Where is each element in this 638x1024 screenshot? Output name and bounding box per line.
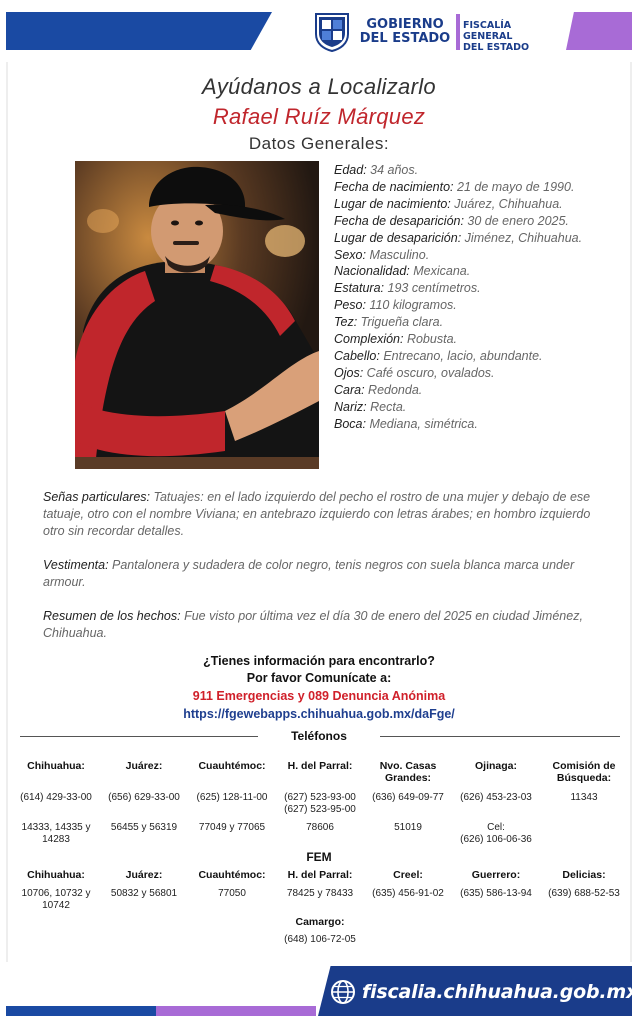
phone-city-header: Comisión de Búsqueda:: [552, 760, 616, 784]
phone-number-cell: 50832 y 56801: [110, 888, 178, 899]
telefonos-line-right: [380, 736, 620, 737]
datos-generales-heading: Datos Generales:: [248, 134, 390, 153]
phone-city-header: Ojinaga:: [474, 760, 517, 772]
dato-label: Cara:: [334, 382, 365, 397]
dato-item: [334, 196, 584, 213]
dato-value: Juárez, Chihuahua.: [450, 196, 563, 211]
phone-number-cell: Cel: (626) 106-06-36: [460, 822, 532, 845]
footer: [0, 962, 638, 1024]
phone-number-cell: (627) 523-93-00 (627) 523-95-00: [284, 792, 356, 815]
phone-city-header: Chihuahua:: [27, 869, 85, 881]
dato-label: Nariz:: [334, 399, 367, 414]
dato-value: Masculino.: [365, 247, 430, 262]
dato-item: [334, 382, 584, 399]
senas-particulares: [43, 489, 598, 539]
dato-value: Mexicana.: [409, 264, 471, 279]
globe-icon: [330, 979, 356, 1005]
fem-heading: FEM: [306, 850, 332, 864]
dato-label: Estatura:: [334, 281, 385, 296]
telefonos-heading: Teléfonos: [291, 729, 347, 743]
dato-item: [334, 348, 584, 365]
phone-city-header: Guerrero:: [471, 869, 521, 881]
phone-city-header: H. del Parral:: [287, 869, 353, 881]
dato-label: Nacionalidad:: [334, 264, 410, 279]
phone-city-header: Juárez:: [125, 760, 163, 772]
phone-number-cell: 77050: [218, 888, 246, 899]
dato-item: [334, 280, 584, 297]
dato-label: Boca:: [334, 416, 366, 431]
dato-item: [334, 399, 584, 416]
senas-value: Tatuajes: en el lado izquierdo del pecho el rostro de una mujer y debajo de ese tatuaje, otro con el nombre Viviana; en antebrazo izquierdo con letras árabes; en hombro izquierdo otro sin recordar detalles.: [43, 490, 591, 538]
phone-number-cell: 78606: [306, 822, 334, 833]
resumen-value: Fue visto por última vez el día 30 de enero del 2025 en ciudad Jiménez, Chihuahua.: [43, 609, 583, 640]
footer-blue-bar: [6, 1006, 156, 1016]
dato-item: [334, 416, 584, 433]
dato-label: Lugar de desaparición:: [334, 230, 462, 245]
missing-person-photo: [75, 161, 319, 469]
footer-purple-bar: [156, 1006, 316, 1016]
dato-value: Café oscuro, ovalados.: [363, 365, 495, 380]
phone-number-cell: 78425 y 78433: [286, 888, 354, 899]
resumen-hechos: [43, 608, 598, 642]
header-purple-bar: [566, 12, 632, 50]
dato-item: [334, 365, 584, 382]
dato-value: Mediana, simétrica.: [365, 416, 478, 431]
phone-number-cell: 56455 y 56319: [110, 822, 178, 833]
dato-item: [334, 263, 584, 280]
phone-number-cell: 11343: [570, 792, 598, 803]
dato-value: Jiménez, Chihuahua.: [461, 230, 583, 245]
phone-number-cell: (639) 688-52-53: [548, 888, 620, 899]
phone-number-cell: (614) 429-33-00: [20, 792, 92, 803]
dato-item: [334, 179, 584, 196]
dato-value: Recta.: [366, 399, 407, 414]
phone-number-cell: (636) 649-09-77: [372, 792, 444, 803]
dato-item: [334, 230, 584, 247]
dato-value: 110 kilogramos.: [365, 298, 457, 313]
phone-city-header: H. del Parral:: [287, 760, 353, 772]
phone-number-cell: (635) 456-91-02: [372, 888, 444, 899]
dato-value: Trigueña clara.: [357, 315, 444, 330]
dato-label: Complexión:: [334, 332, 404, 347]
dato-item: [334, 314, 584, 331]
dato-item: [334, 162, 584, 179]
report-link[interactable]: https://fgewebapps.chihuahua.gob.mx/daFge/: [183, 707, 455, 721]
phone-city-header: Chihuahua:: [27, 760, 85, 772]
contact-question: ¿Tienes información para encontrarlo?: [203, 654, 435, 668]
dato-label: Ojos:: [334, 365, 364, 380]
resumen-label: Resumen de los hechos:: [43, 609, 181, 623]
vestimenta-label: Vestimenta:: [43, 558, 109, 572]
dato-value: 193 centímetros.: [384, 281, 481, 296]
dato-label: Cabello:: [334, 348, 380, 363]
dato-label: Fecha de nacimiento:: [334, 179, 454, 194]
dato-value: Entrecano, lacio, abundante.: [379, 348, 543, 363]
phone-number-cell: (626) 453-23-03: [460, 792, 532, 803]
state-shield-icon: [314, 12, 350, 52]
dato-value: Robusta.: [403, 332, 457, 347]
phone-number-cell: 14333, 14335 y 14283: [21, 822, 91, 845]
fiscalia-logo-text: FISCALÍA GENERAL DEL ESTADO: [463, 20, 530, 53]
dato-label: Lugar de nacimiento:: [334, 196, 451, 211]
dato-value: 21 de mayo de 1990.: [453, 179, 575, 194]
footer-url[interactable]: fiscalia.chihuahua.gob.mx: [362, 981, 638, 1003]
phone-number-cell: (656) 629-33-00: [108, 792, 180, 803]
dato-value: 30 de enero 2025.: [463, 213, 569, 228]
phone-number-cell: 51019: [394, 822, 422, 833]
emergency-numbers: 911 Emergencias y 089 Denuncia Anónima: [192, 689, 446, 703]
dato-label: Fecha de desaparición:: [334, 213, 464, 228]
missing-person-name: Rafael Ruíz Márquez: [212, 104, 426, 129]
phone-number-cell: 10706, 10732 y 10742: [21, 888, 91, 911]
gobierno-logo-text: GOBIERNO DEL ESTADO: [359, 17, 451, 46]
phone-number-cell: (635) 586-13-94: [460, 888, 532, 899]
dato-label: Peso:: [334, 298, 366, 313]
phone-number-cell: 77049 y 77065: [198, 822, 266, 833]
header-divider: [456, 14, 460, 50]
poster-title: Ayúdanos a Localizarlo: [202, 74, 436, 99]
contact-please: Por favor Comunícate a:: [246, 671, 392, 685]
senas-label: Señas particulares:: [43, 490, 151, 504]
dato-label: Edad:: [334, 163, 367, 177]
header-blue-bar: [6, 12, 272, 50]
camargo-label: Camargo:: [295, 916, 345, 928]
phone-city-header: Juárez:: [125, 869, 163, 881]
header: [0, 0, 638, 62]
datos-generales-list: [334, 162, 584, 433]
phone-city-header: Creel:: [393, 869, 423, 881]
phone-number-cell: (625) 128-11-00: [196, 792, 268, 803]
dato-item: [334, 247, 584, 264]
dato-item: [334, 297, 584, 314]
vestimenta-value: Pantalonera y sudadera de color negro, tenis negros con suela blanca marca under armour.: [43, 558, 575, 589]
dato-value: 34 años.: [366, 163, 419, 177]
phone-city-header: Delicias:: [562, 869, 606, 881]
dato-item: [334, 213, 584, 230]
vestimenta: [43, 557, 598, 591]
phone-city-header: Cuauhtémoc:: [198, 760, 266, 772]
phone-city-header: Cuauhtémoc:: [198, 869, 266, 881]
dato-item: [334, 331, 584, 348]
camargo-value: (648) 106-72-05: [284, 934, 356, 945]
phone-city-header: Nvo. Casas Grandes:: [379, 760, 437, 784]
dato-value: Redonda.: [364, 382, 423, 397]
dato-label: Tez:: [334, 315, 358, 330]
dato-label: Sexo:: [334, 247, 366, 262]
